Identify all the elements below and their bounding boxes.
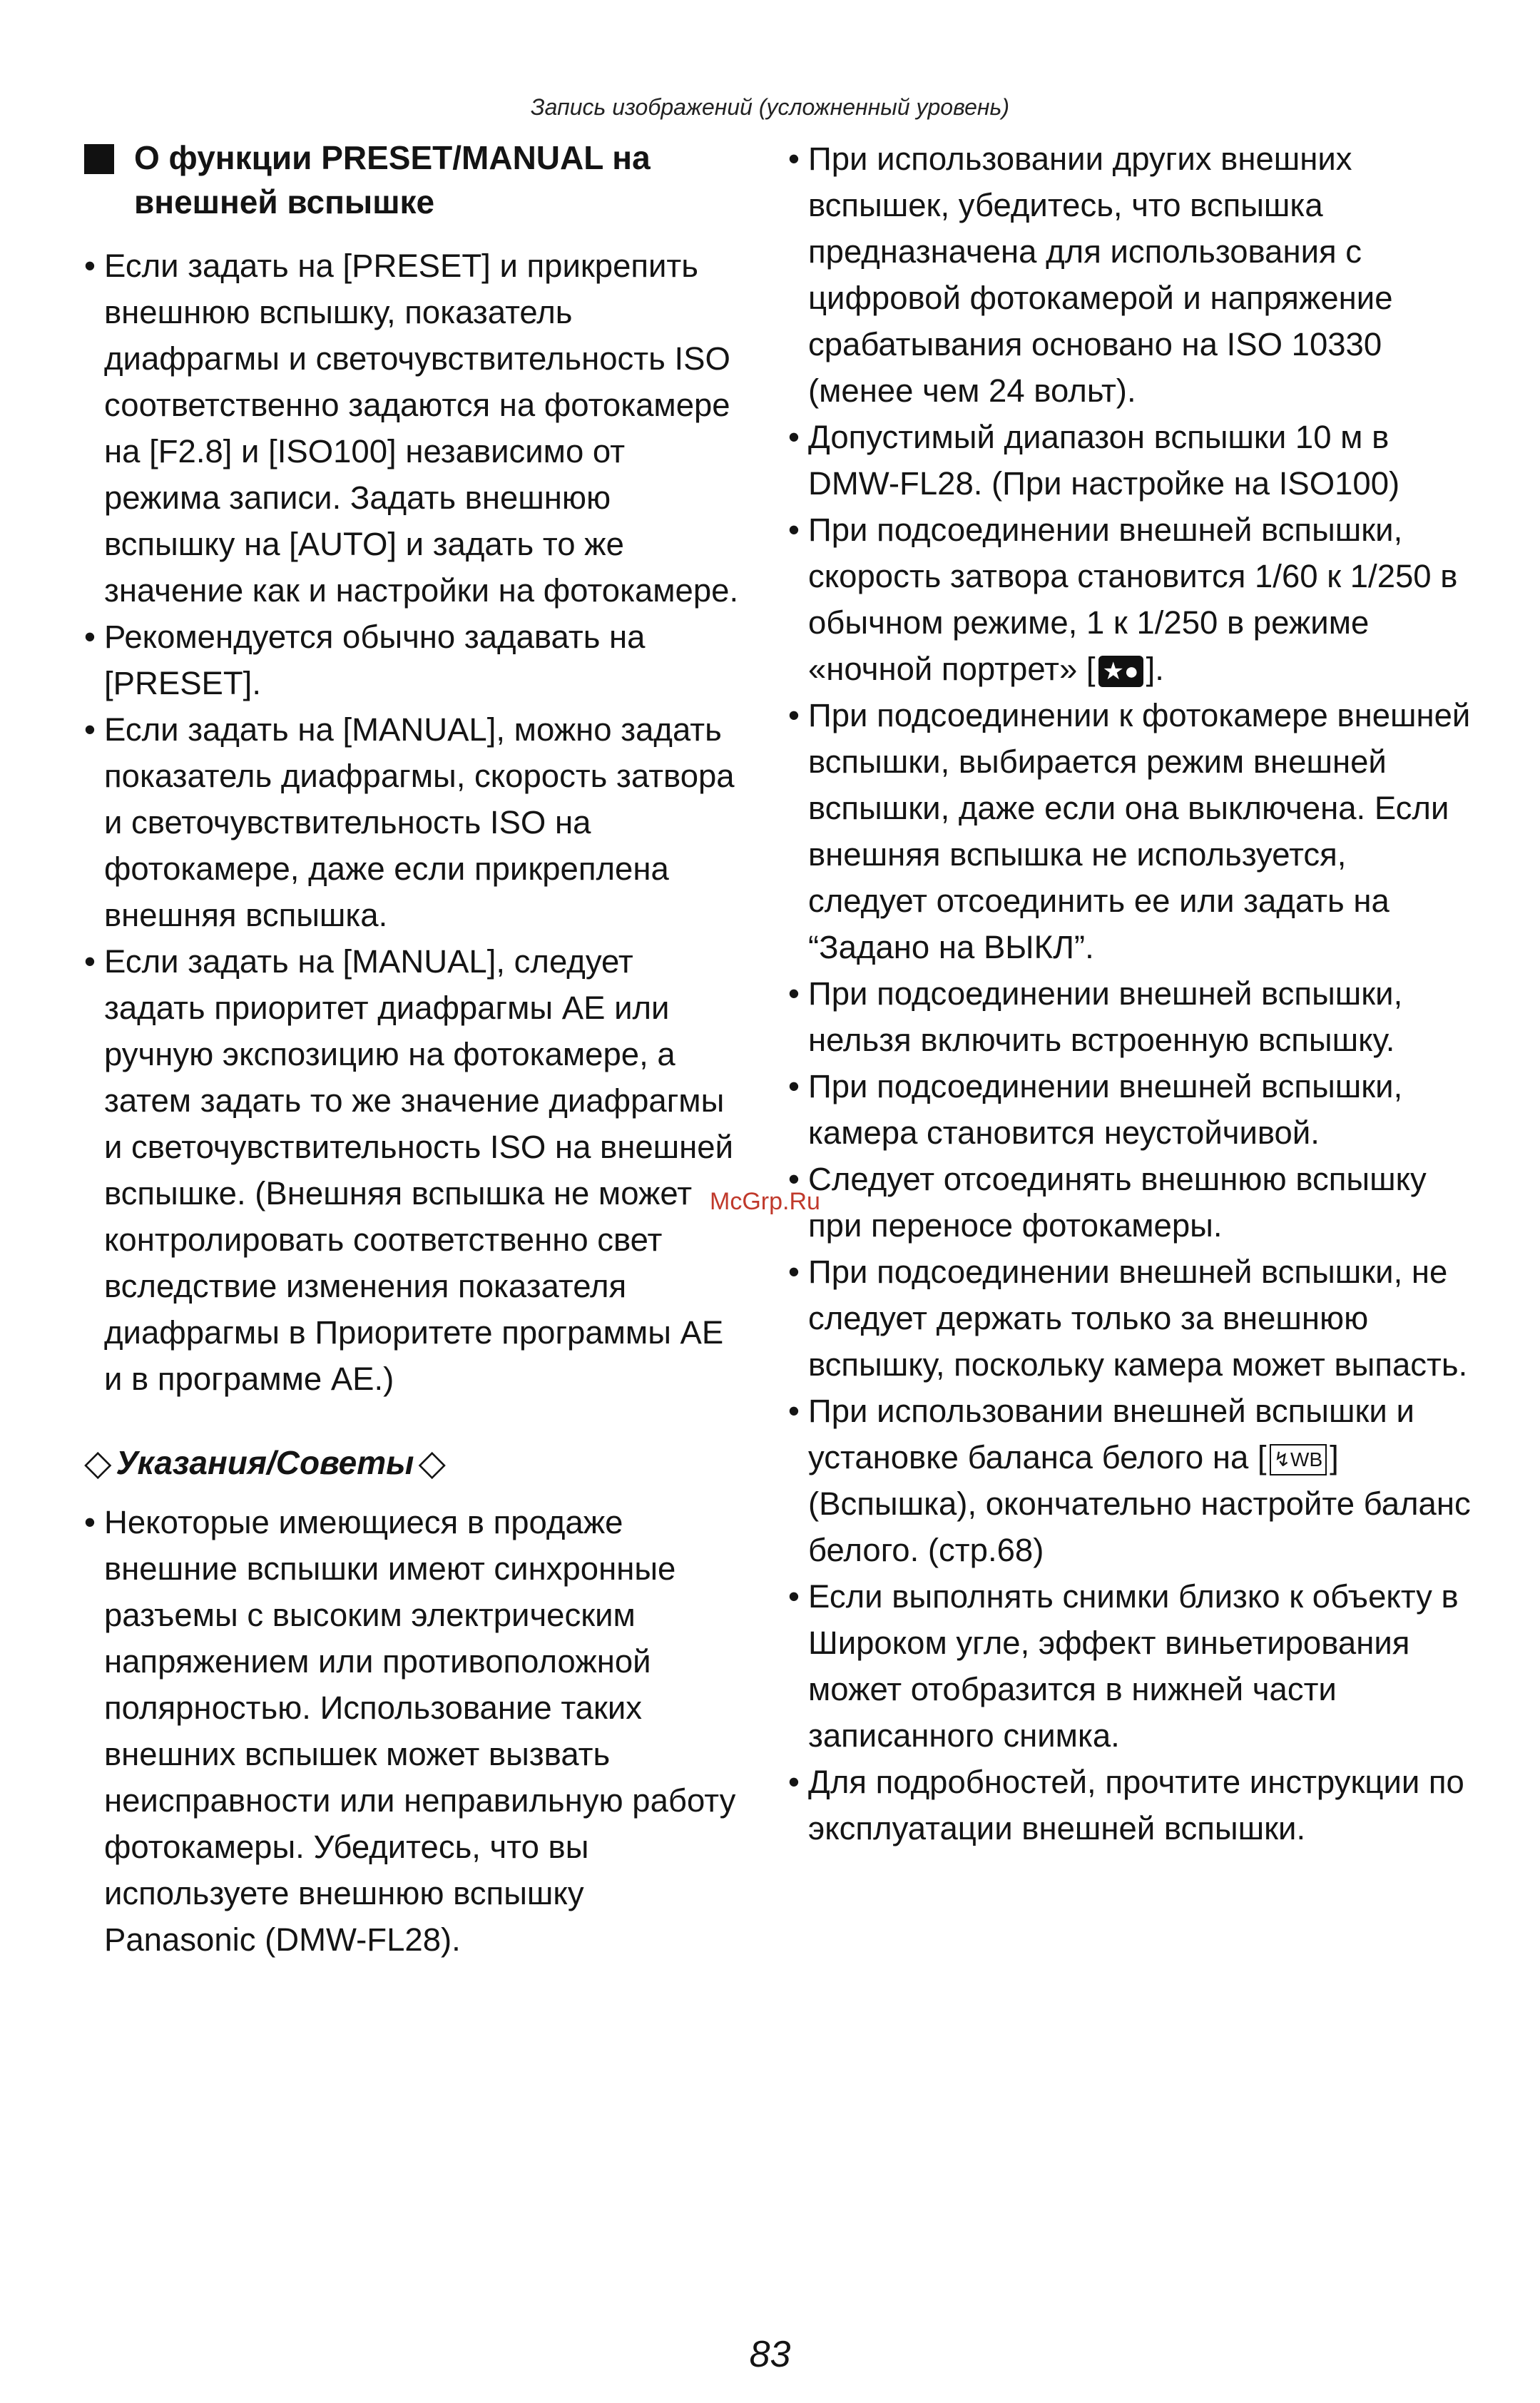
bullet-dot-icon: • <box>84 711 96 748</box>
tips-title: Указания/Советы <box>116 1444 414 1481</box>
list-item: • При использовании других внешних вспышек, убедитесь, что вспышка предназначена для использования с цифровой фотокамерой и напряжение срабатывания основано на ISO 10330 (менее чем 24 вольт). <box>788 136 1473 414</box>
list-item: • При подсоединении внешней вспышки, нельзя включить встроенную вспышку. <box>788 970 1473 1063</box>
list-item: • При подсоединении внешней вспышки, не следует держать только за внешнюю вспышку, поскольку камера может выпасть. <box>788 1249 1473 1388</box>
bullet-dot-icon: • <box>788 975 800 1012</box>
list-item: • Следует отсоединять внешнюю вспышку при переносе фотокамеры. <box>788 1156 1473 1249</box>
list-item: • При подсоединении внешней вспышки, камера становится неустойчивой. <box>788 1063 1473 1156</box>
list-item: • При подсоединении к фотокамере внешней вспышки, выбирается режим внешней вспышки, даже если она выключена. Если внешняя вспышка не используется, следует отсоединить ее или задать на “Задано на ВЫКЛ”. <box>788 692 1473 970</box>
bullet-dot-icon: • <box>84 619 96 655</box>
bullet-dot-icon: • <box>788 419 800 455</box>
list-item: • Если задать на [MANUAL], следует задать приоритет диафрагмы AE или ручную экспозицию на фотокамере, а затем задать то же значение диафрагмы и светочувствительность ISO на внешней вспышке. (Внешняя вспышка не может контролировать соответственно свет вследствие изменения показателя диафрагмы в Приоритете программы AE и в программе AE.) <box>84 938 740 1402</box>
diamond-icon: ◇ <box>418 1443 446 1483</box>
list-item: • При использовании внешней вспышки и установке баланса белого на [ ↯WB ] (Вспышка), окончательно настройте баланс белого. (стр.68) <box>788 1388 1473 1573</box>
bullet-dot-icon: • <box>788 1068 800 1104</box>
list-item: • Допустимый диапазон вспышки 10 м в DMW-FL28. (При настройке на ISO100) <box>788 414 1473 507</box>
section-heading <box>84 136 740 224</box>
bullet-dot-icon: • <box>788 1764 800 1800</box>
running-header: Запись изображений (усложненный уровень) <box>531 94 1009 120</box>
bullet-dot-icon: • <box>84 943 96 980</box>
left-column <box>84 136 740 1963</box>
watermark: McGrp.Ru <box>710 1188 820 1215</box>
bullet-dot-icon: • <box>788 697 800 733</box>
list-item: • Если задать на [PRESET] и прикрепить внешнюю вспышку, показатель диафрагмы и светочувствительность ISO соответственно задаются на фотокамере на [F2.8] и [ISO100] независимо от режима записи. Задать внешнюю вспышку на [AUTO] и задать то же значение как и настройки на фотокамере. <box>84 243 740 614</box>
bullet-dot-icon: • <box>84 248 96 284</box>
diamond-icon: ◇ <box>84 1443 112 1483</box>
left-bullet-list <box>84 243 740 1402</box>
list-item: • Если выполнять снимки близко к объекту в Широком угле, эффект виньетирования может отобразится в нижней части записанного снимка. <box>788 1573 1473 1759</box>
bullet-dot-icon: • <box>788 512 800 548</box>
right-bullet-list <box>788 136 1473 1851</box>
list-item: • Рекомендуется обычно задавать на [PRESET]. <box>84 614 740 706</box>
list-item: • При подсоединении внешней вспышки, скорость затвора становится 1/60 к 1/250 в обычном режиме, 1 к 1/250 в режиме «ночной портрет» [ ★● ]. <box>788 507 1473 692</box>
square-bullet-icon <box>84 144 114 174</box>
list-item: • Если задать на [MANUAL], можно задать показатель диафрагмы, скорость затвора и светочувствительность ISO на фотокамере, даже если прикреплена внешняя вспышка. <box>84 706 740 938</box>
page-number: 83 <box>749 2334 791 2375</box>
bullet-dot-icon: • <box>788 141 800 177</box>
bullet-dot-icon: • <box>788 1393 800 1429</box>
bullet-dot-icon: • <box>788 1254 800 1290</box>
bullet-dot-icon: • <box>788 1161 800 1197</box>
bullet-dot-icon: • <box>84 1504 96 1540</box>
right-column <box>788 136 1473 1851</box>
list-item: • Некоторые имеющиеся в продаже внешние вспышки имеют синхронные разъемы с высоким электрическим напряжением или противоположной полярностью. Использование таких внешних вспышек может вызвать неисправности или неправильную работу фотокамеры. Убедитесь, что вы используете внешнюю вспышку Panasonic (DMW-FL28). <box>84 1499 740 1963</box>
tips-heading <box>84 1441 740 1485</box>
bullet-dot-icon: • <box>788 1578 800 1615</box>
night-portrait-icon: ★● <box>1098 656 1143 687</box>
tips-bullet-list <box>84 1499 740 1963</box>
list-item: • Для подробностей, прочтите инструкции по эксплуатации внешней вспышки. <box>788 1759 1473 1851</box>
flash-wb-icon: ↯WB <box>1270 1444 1327 1475</box>
section-title: О функции PRESET/MANUAL на внешней вспышке <box>134 139 651 220</box>
